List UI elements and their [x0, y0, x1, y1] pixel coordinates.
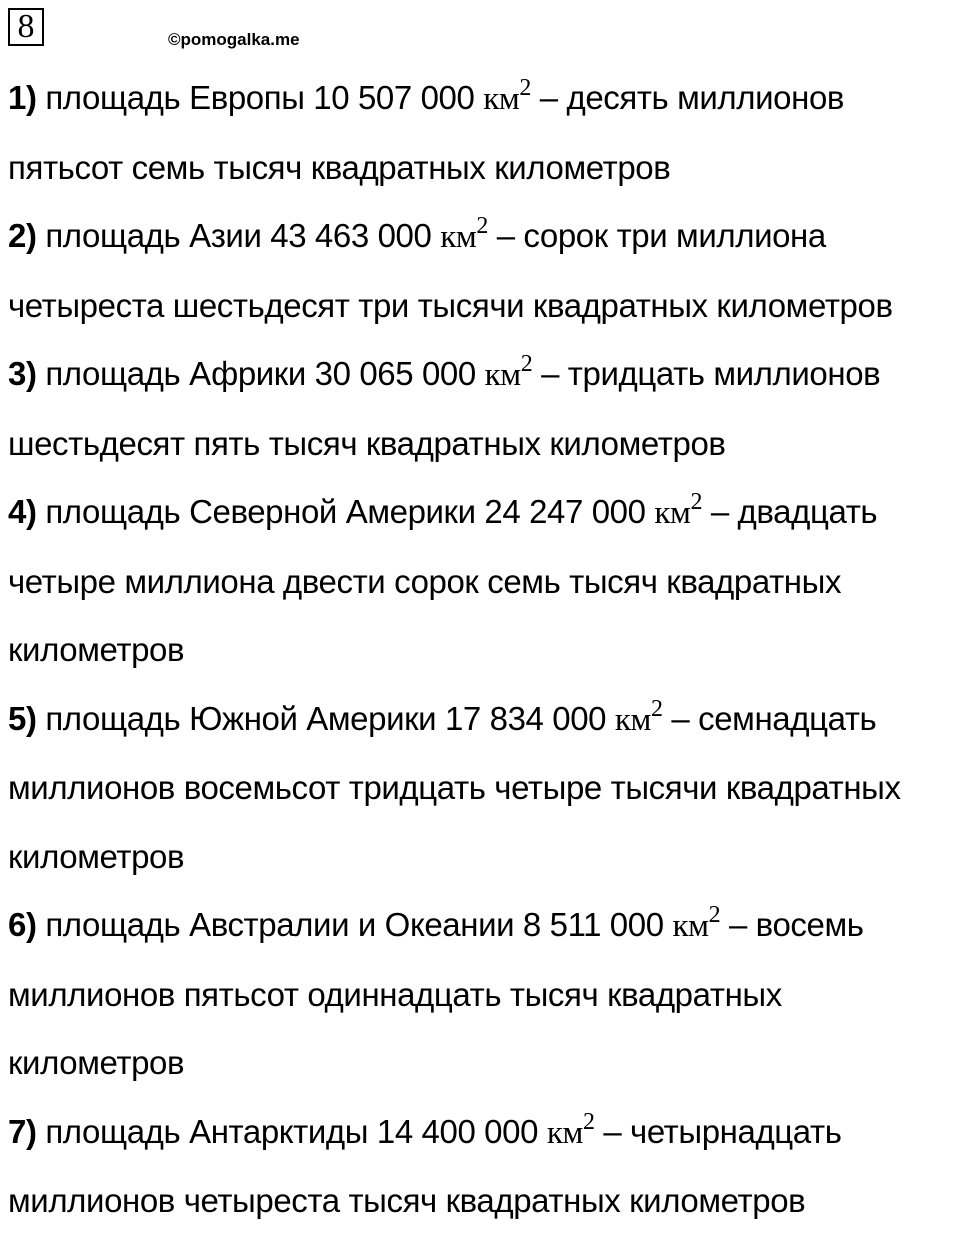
item-text: площадь Азии 43 463 000	[36, 217, 441, 254]
unit-exponent: 2	[519, 75, 531, 101]
item-words: – тридцать миллионов шестьдесят пять тысяч квадратных километров	[8, 355, 881, 462]
watermark: ©pomogalka.me	[168, 30, 300, 49]
item-number: 7)	[8, 1112, 37, 1150]
item-words: – двадцать четыре миллиона двести сорок семь тысяч квадратных километров	[8, 493, 878, 668]
unit-exponent: 2	[690, 489, 703, 515]
unit-label: км	[484, 357, 521, 393]
unit-km	[654, 489, 703, 531]
item-words: – восемь миллионов пятьсот одиннадцать тысяч квадратных километров	[8, 906, 864, 1081]
unit-km	[440, 213, 488, 255]
answer-item-2	[8, 202, 956, 340]
item-number: 5)	[8, 699, 37, 737]
answer-item-7	[8, 1098, 956, 1236]
unit-km	[484, 351, 533, 393]
task-number-box: 8	[8, 8, 44, 46]
unit-exponent: 2	[708, 902, 721, 928]
answer-item-6	[8, 891, 956, 1098]
item-number: 1)	[8, 79, 37, 116]
answer-item-4	[8, 478, 956, 685]
answer-item-5	[8, 685, 956, 892]
unit-km	[546, 1108, 595, 1151]
item-text: площадь Австралии и Океании 8 511 000	[36, 906, 673, 943]
unit-label: км	[614, 701, 652, 738]
item-number: 2)	[8, 217, 37, 254]
unit-exponent: 2	[582, 1108, 595, 1135]
item-text: площадь Антарктиды 14 400 000	[36, 1112, 547, 1150]
answer-item-1	[8, 64, 956, 202]
unit-exponent: 2	[476, 213, 488, 239]
item-number: 6)	[8, 906, 37, 943]
item-text: площадь Европы 10 507 000	[36, 79, 484, 116]
item-number: 3)	[8, 355, 37, 392]
unit-exponent: 2	[520, 351, 533, 377]
unit-label: км	[654, 495, 691, 531]
item-words: – четырнадцать миллионов четыреста тысяч квадратных километров	[8, 1112, 842, 1219]
item-words: – десять миллионов пятьсот семь тысяч квадратных километров	[8, 79, 845, 186]
unit-label: км	[546, 1114, 583, 1151]
unit-label: км	[672, 908, 709, 944]
page-header	[8, 8, 948, 50]
item-number: 4)	[8, 493, 37, 530]
unit-km	[483, 75, 531, 117]
unit-km	[614, 695, 663, 738]
item-text: площадь Северной Америки 24 247 000	[36, 493, 655, 530]
item-words: – семнадцать миллионов восемьсот тридцать четыре тысячи квадратных километров	[8, 699, 901, 875]
item-text: площадь Южной Америки 17 834 000	[36, 699, 615, 737]
answer-item-3	[8, 340, 956, 478]
unit-exponent: 2	[651, 695, 663, 722]
item-words: – сорок три миллиона четыреста шестьдесят три тысячи квадратных километров	[8, 217, 893, 324]
unit-km	[672, 902, 721, 944]
answer-list	[8, 64, 956, 1236]
item-text: площадь Африки 30 065 000	[36, 355, 485, 392]
unit-label: км	[483, 81, 520, 117]
unit-label: км	[440, 219, 477, 255]
